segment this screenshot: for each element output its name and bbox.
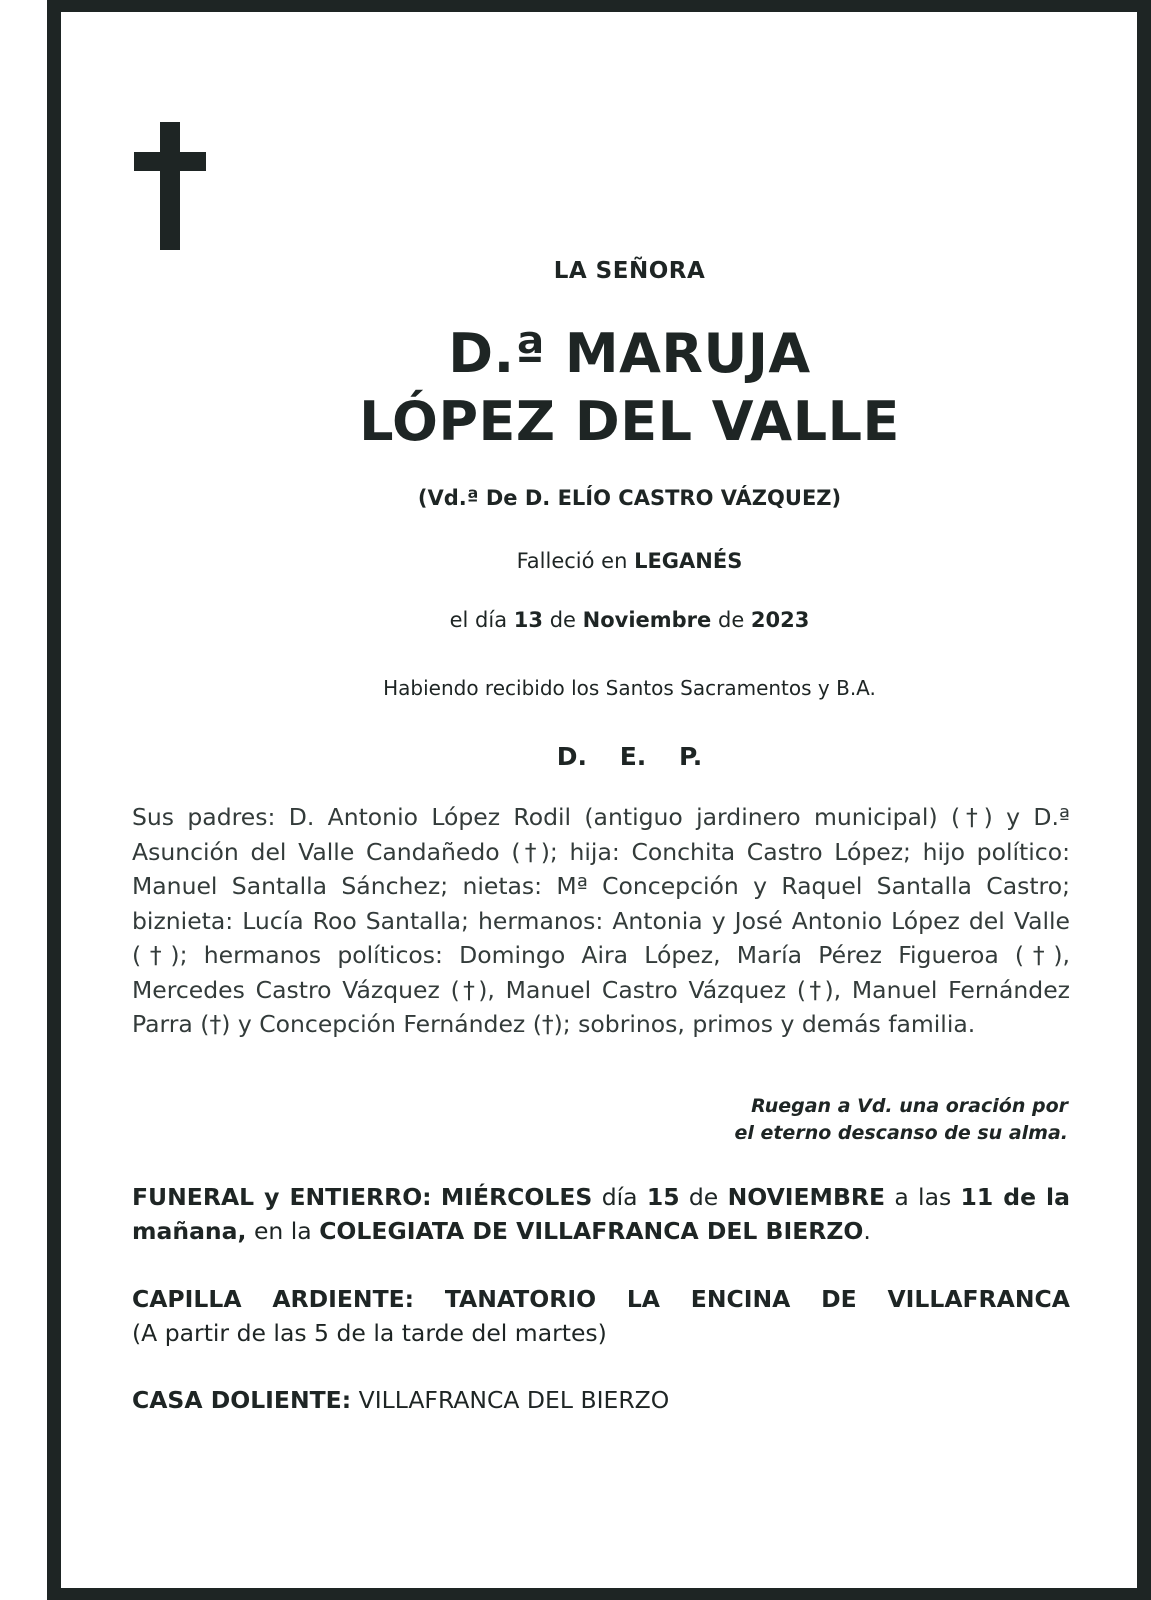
name-line-2: LÓPEZ DEL VALLE	[359, 390, 900, 453]
casa-doliente	[132, 1383, 669, 1417]
family-text: Sus padres: D. Antonio López Rodil (antiguo jardinero municipal) (†) y D.ª Asunción del Valle Candañedo (†); hija: Conchita Castro López; hijo político: Manuel Santalla Sánchez; nietas: Mª Concepción y Raquel Santalla Castro; biznieta: Lucía Roo Santalla; hermanos: Antonia y José Antonio López del Valle (†); hermanos políticos: Domingo Aira López, María Pérez Figueroa (†), Mercedes Castro Vázquez (†), Manuel Castro Vázquez (†), Manuel Fernández Parra (†) y Concepción Fernández (†); sobrinos, primos y demás familia.	[132, 803, 1070, 1038]
capilla-line	[132, 1282, 1070, 1316]
date-year: 2023	[750, 608, 810, 632]
sacraments: Habiendo recibido los Santos Sacramentos y B.A.	[383, 676, 876, 700]
casa-value: VILLAFRANCA DEL BIERZO	[358, 1386, 670, 1414]
capilla-note: (A partir de las 5 de la tarde del martes)	[132, 1319, 607, 1347]
capilla-word: ENCINA	[690, 1285, 791, 1313]
capilla-word: VILLAFRANCA	[887, 1285, 1070, 1313]
capilla-word: DE	[821, 1285, 857, 1313]
funeral-time: 11 de la mañana,	[132, 1183, 1070, 1245]
funeral-month: NOVIEMBRE	[727, 1183, 886, 1211]
prayer-line-2: el eterno descanso de su alma.	[734, 1122, 1068, 1144]
prayer-line-1: Ruegan a Vd. una oración por	[751, 1095, 1068, 1117]
capilla-word: CAPILLA	[132, 1285, 242, 1313]
funeral-de: de	[688, 1183, 719, 1211]
death-place-prefix: Falleció en	[516, 549, 628, 573]
funeral-a-las: a las	[894, 1183, 952, 1211]
death-date	[54, 608, 1151, 632]
cross-icon	[134, 122, 206, 250]
capilla-word: ARDIENTE:	[272, 1285, 415, 1313]
dep: D. E. P.	[556, 742, 703, 771]
name-line-1: D.ª MARUJA	[448, 322, 811, 385]
funeral-dia: día	[601, 1183, 638, 1211]
capilla-ardiente	[132, 1282, 1070, 1350]
funeral-period: .	[863, 1217, 871, 1245]
funeral-weekday: MIÉRCOLES	[440, 1183, 593, 1211]
date-de: de	[717, 608, 745, 632]
date-day: 13	[513, 608, 544, 632]
capilla-word: TANATORIO	[444, 1285, 597, 1313]
death-place	[54, 549, 1151, 573]
title: LA SEÑORA	[553, 258, 706, 284]
prayer-request	[600, 1093, 1068, 1147]
casa-label: CASA DOLIENTE:	[132, 1386, 352, 1414]
capilla-word: LA	[626, 1285, 660, 1313]
date-prefix: el día	[449, 608, 508, 632]
funeral-en-la: en la	[253, 1217, 312, 1245]
date-de: de	[549, 608, 576, 632]
funeral-info	[132, 1180, 1070, 1248]
death-place-value: LEGANÉS	[634, 549, 743, 573]
funeral-place: COLEGIATA DE VILLAFRANCA DEL BIERZO	[319, 1217, 864, 1245]
deceased-name	[54, 320, 1151, 456]
funeral-day: 15	[646, 1183, 680, 1211]
widow-of: (Vd.ª De D. ELÍO CASTRO VÁZQUEZ)	[417, 486, 842, 510]
funeral-label: FUNERAL y ENTIERRO:	[132, 1183, 432, 1211]
date-month: Noviembre	[582, 608, 712, 632]
